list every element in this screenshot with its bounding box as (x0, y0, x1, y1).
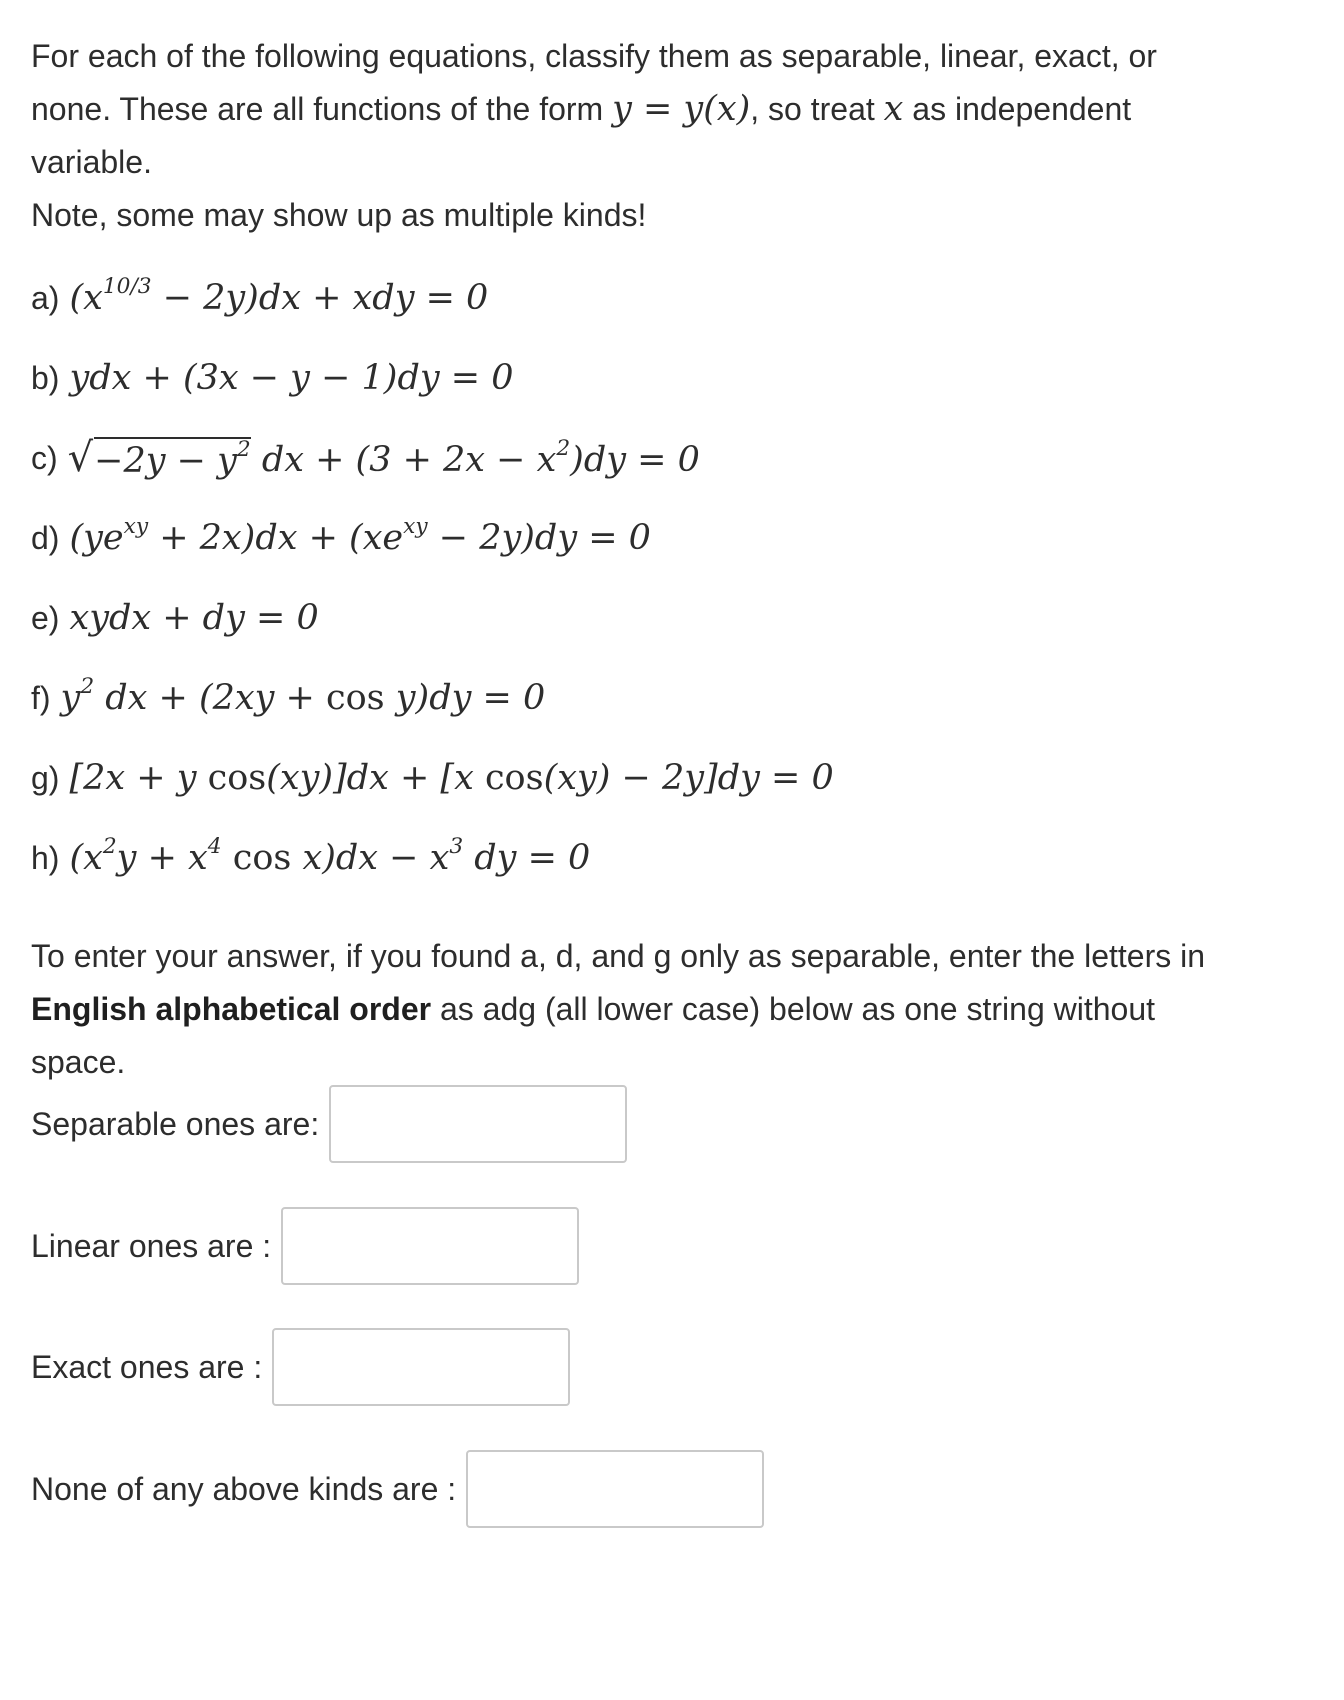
none-input[interactable] (466, 1450, 764, 1528)
question-page (31, 30, 1321, 1507)
equation-c (31, 418, 1321, 498)
equation-label: b) (31, 359, 60, 396)
equation-list (31, 258, 1321, 898)
equation-label: f) (31, 679, 51, 716)
note-text: Note, some may show up as multiple kinds! (31, 197, 647, 233)
exact-label: Exact ones are : (31, 1348, 263, 1385)
equation-g (31, 738, 1321, 818)
equation-math: $(ye^{xy} + 2x)dx + (xe^{xy} - 2y)dy = 0$ (69, 514, 651, 558)
equation-label: g) (31, 759, 60, 796)
intro-line-3: variable. (31, 144, 152, 180)
equation-math: xydx + dy = 0 (69, 598, 319, 638)
square-root: √ $-2y - y^2$ (67, 435, 251, 481)
linear-label: Linear ones are : (31, 1227, 272, 1264)
equation-d (31, 498, 1321, 578)
equation-label: d) (31, 519, 60, 556)
independent-variable-math: x (883, 89, 904, 129)
equation-math: √ $-2y - y^2$ dx + $(3 + 2x - x^2)dy = 0$ (67, 435, 700, 481)
equation-label: a) (31, 279, 60, 316)
equation-h (31, 818, 1321, 898)
equation-e (31, 578, 1321, 658)
alphabetical-order-emphasis: English alphabetical order (31, 991, 432, 1027)
separable-answer-row (31, 1085, 627, 1163)
exact-input[interactable] (272, 1328, 570, 1406)
equation-label: h) (31, 839, 60, 876)
separable-input[interactable] (329, 1085, 627, 1163)
function-form-math: y = y(x) (612, 89, 751, 129)
equation-a (31, 258, 1321, 338)
equation-math: $y^2$ dx + (2xy + cos y)dy = 0 (60, 674, 546, 718)
linear-answer-row (31, 1207, 579, 1285)
linear-input[interactable] (281, 1207, 579, 1285)
exact-answer-row (31, 1328, 570, 1406)
equation-math: $(x^{10/3} - 2y)dx$ + xdy = 0 (69, 274, 489, 318)
equation-label: e) (31, 599, 60, 636)
equation-f (31, 658, 1321, 738)
equation-math: [2x + y cos(xy)]dx + [x cos(xy) − 2y]dy = 0 (69, 758, 834, 798)
answer-instructions: To enter your answer, if you found a, d, and g only as separable, enter the letters in English alphabetical order as adg (all lower case) below as one string without space. (31, 938, 1206, 1080)
none-label: None of any above kinds are : (31, 1470, 457, 1507)
equation-math: ($x^2y + x^4$ $\cos x)dx - x^3$ dy = 0 (69, 834, 591, 878)
equation-math: ydx + (3x − y − 1)dy = 0 (69, 358, 514, 398)
separable-label: Separable ones are: (31, 1105, 320, 1142)
intro-line-2: none. These are all functions of the form y = y(x), so treat x as independent (31, 89, 1132, 129)
intro-line-1: For each of the following equations, classify them as separable, linear, exact, or (31, 38, 1157, 74)
equation-b (31, 338, 1321, 418)
equation-label: c) (31, 439, 58, 476)
none-answer-row (31, 1450, 764, 1528)
